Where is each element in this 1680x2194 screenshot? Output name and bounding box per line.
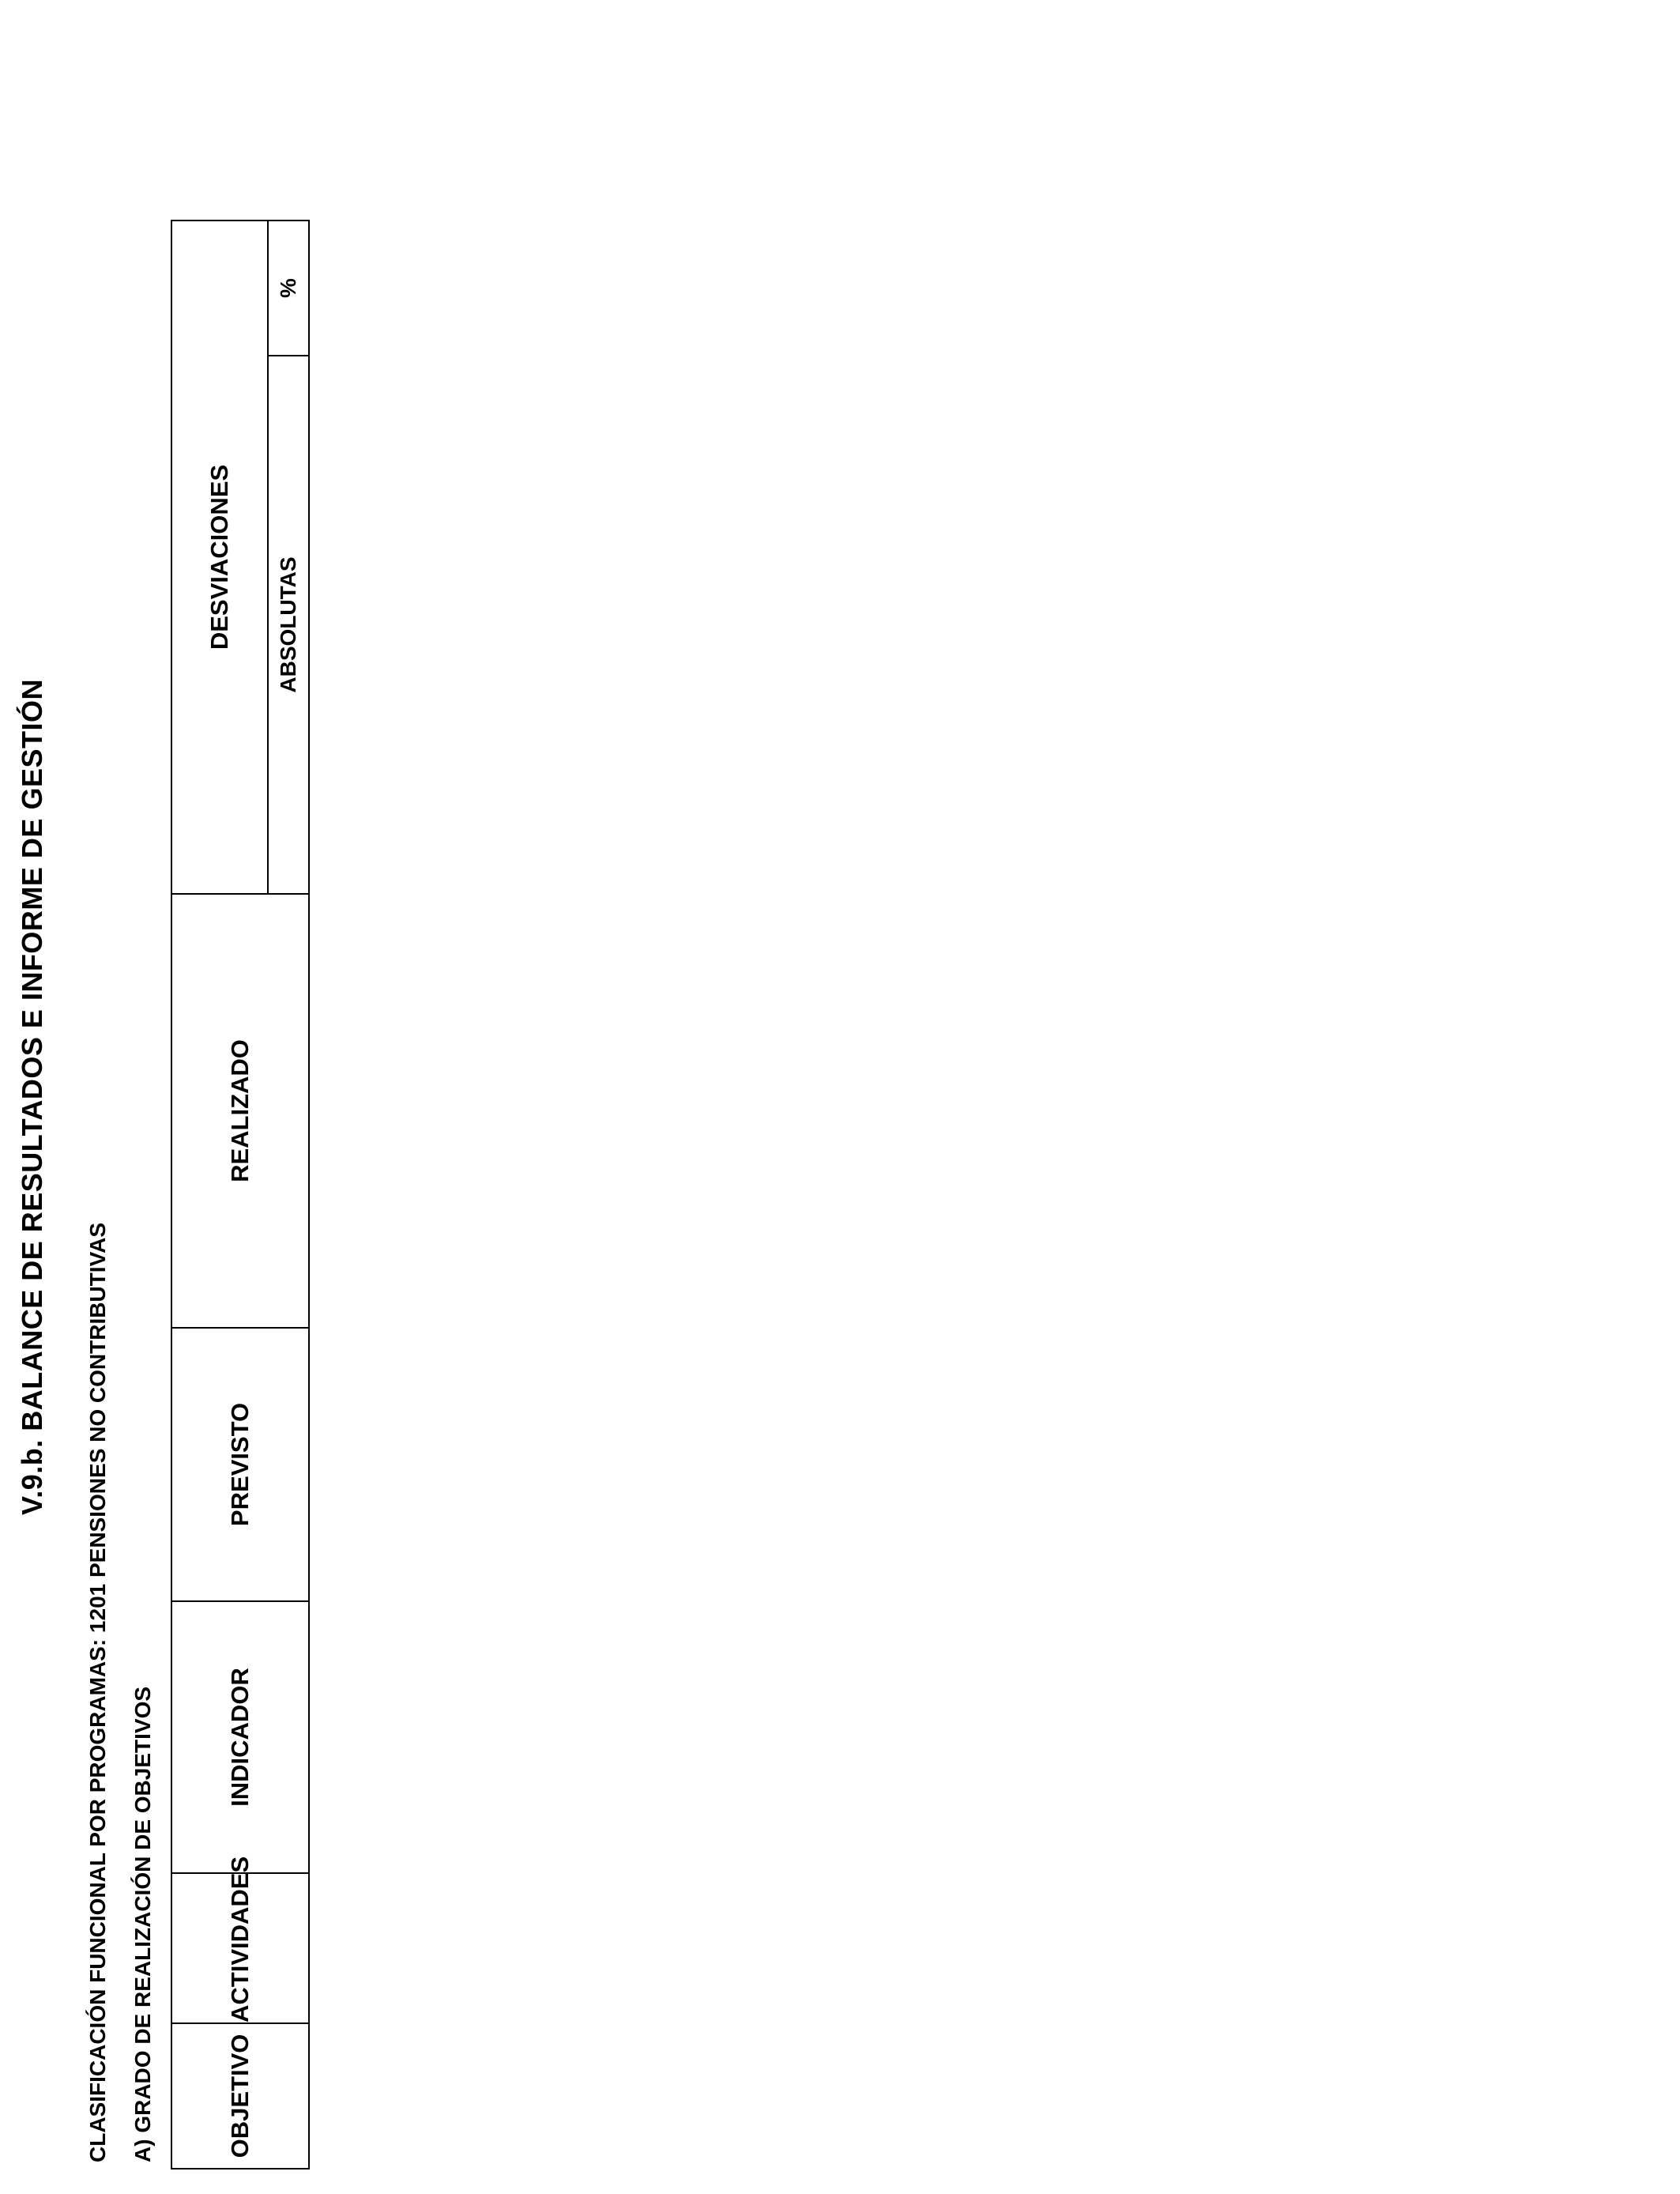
- header-porcentaje: %: [268, 221, 309, 356]
- header-actividades: ACTIVIDADES: [171, 1873, 309, 2023]
- header-absolutas: ABSOLUTAS: [268, 356, 309, 894]
- page-title: V.9.b. BALANCE DE RESULTADOS E INFORME DE GESTIÓN: [16, 679, 48, 1515]
- header-desviaciones: DESVIACIONES: [171, 221, 268, 894]
- objectives-table: [171, 17, 310, 2169]
- header-indicador: INDICADOR: [171, 1601, 309, 1873]
- section-heading: A) GRADO DE REALIZACIÓN DE OBJETIVOS: [130, 1686, 155, 2162]
- header-previsto: PREVISTO: [171, 1328, 309, 1601]
- header-objetivo: OBJETIVO: [171, 2023, 309, 2169]
- header-realizado: REALIZADO: [171, 894, 309, 1328]
- program-classification: CLASIFICACIÓN FUNCIONAL POR PROGRAMAS: 1201 PENSIONES NO CONTRIBUTIVAS: [85, 1222, 110, 2162]
